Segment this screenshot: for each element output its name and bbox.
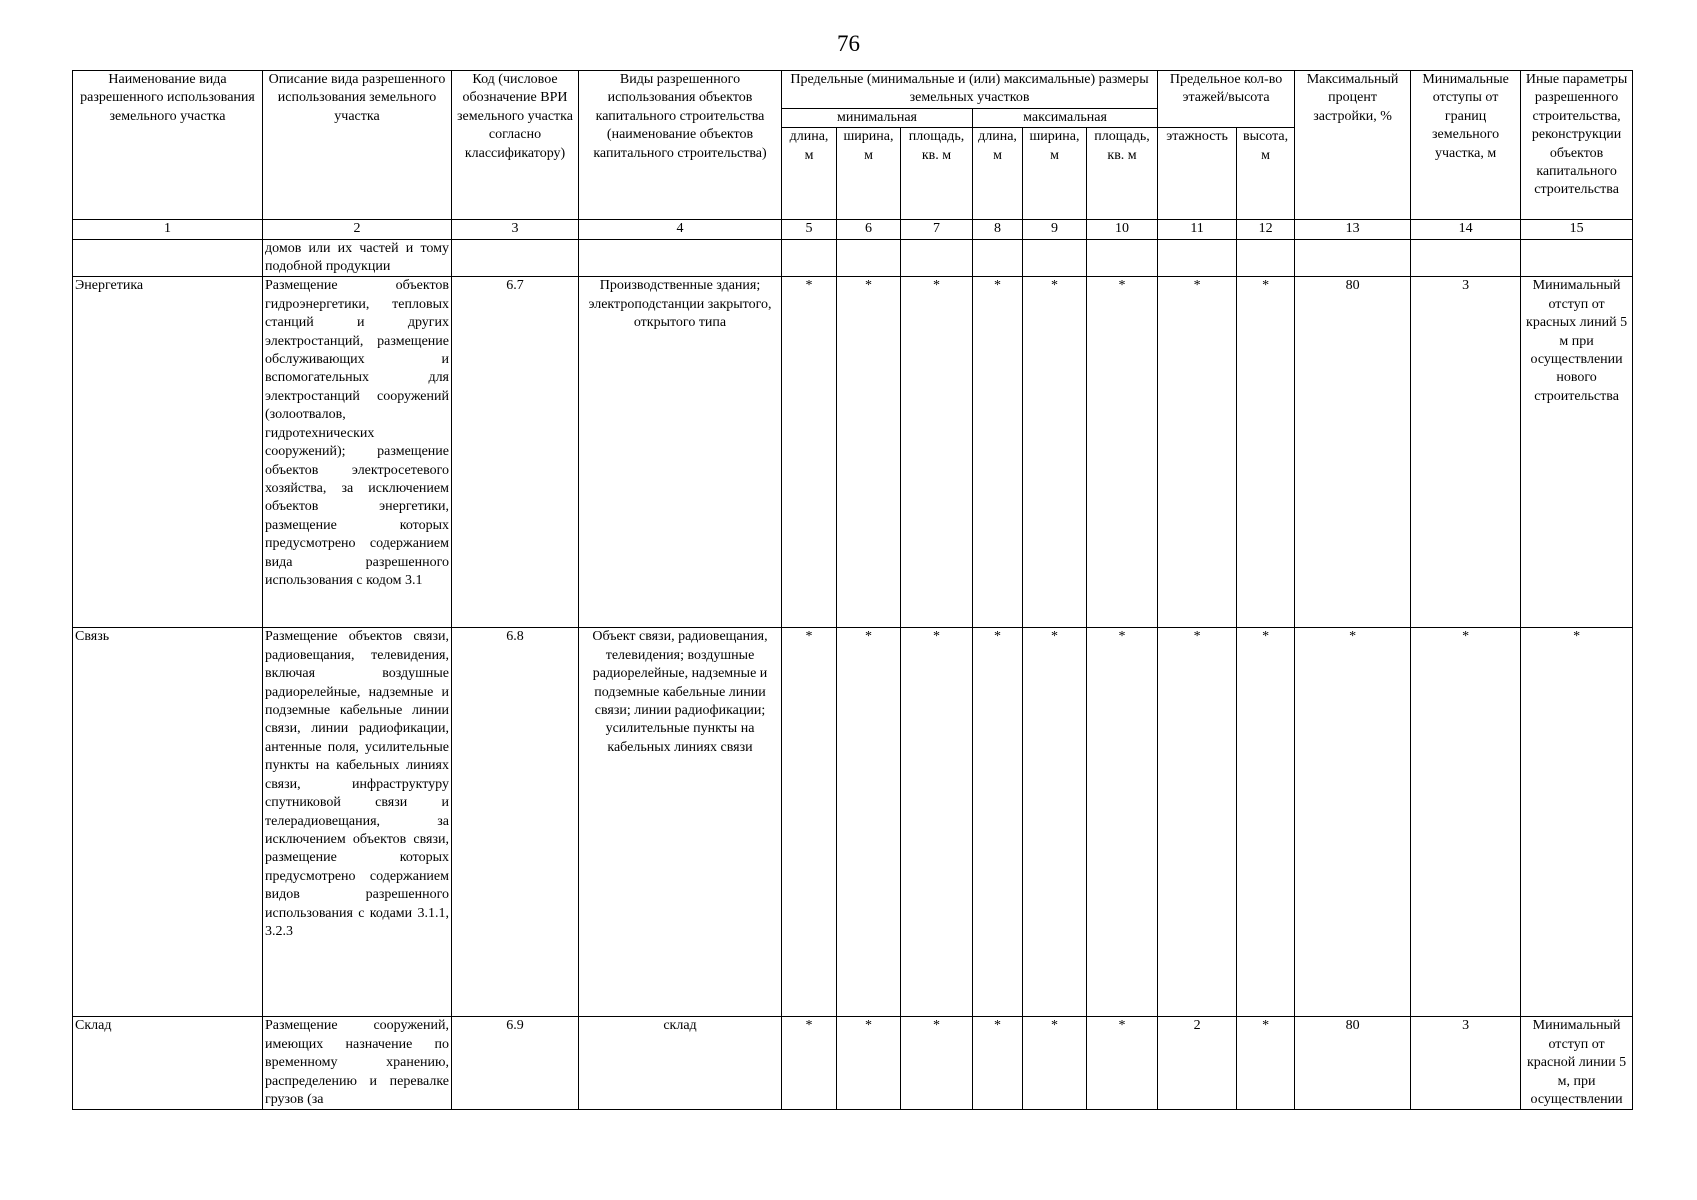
row-max-percent: 80	[1295, 277, 1411, 628]
row-setback	[1411, 239, 1521, 277]
row-max-area	[1087, 239, 1158, 277]
table-row	[73, 239, 1633, 277]
row-min-length	[782, 239, 837, 277]
column-number: 5	[782, 220, 837, 239]
land-use-regulations-table	[72, 70, 1633, 1110]
row-floors: *	[1158, 277, 1237, 628]
row-max-percent: *	[1295, 628, 1411, 1017]
row-name: Склад	[73, 1017, 263, 1110]
row-min-area: *	[901, 1017, 973, 1110]
row-name	[73, 239, 263, 277]
column-number: 3	[452, 220, 579, 239]
row-construction	[579, 239, 782, 277]
row-construction: Объект связи, радиовещания, телевидения; воздушные радиорелейные, надземные и подземные кабельные линии связи; линии радиофикации; усилительные пункты на кабельных линиях связи	[579, 628, 782, 1017]
row-min-length: *	[782, 628, 837, 1017]
column-number: 6	[837, 220, 901, 239]
header-code: Код (числовое обозначение ВРИ земельного участка согласно классификатору)	[452, 71, 579, 220]
column-number: 14	[1411, 220, 1521, 239]
row-min-width: *	[837, 1017, 901, 1110]
table-row	[73, 277, 1633, 628]
column-number: 7	[901, 220, 973, 239]
row-setback: 3	[1411, 277, 1521, 628]
row-floors: 2	[1158, 1017, 1237, 1110]
row-code: 6.7	[452, 277, 579, 628]
row-other	[1521, 239, 1633, 277]
row-other: *	[1521, 628, 1633, 1017]
page-number: 76	[837, 31, 860, 56]
header-max: максимальная	[973, 108, 1158, 127]
row-setback: *	[1411, 628, 1521, 1017]
column-number: 10	[1087, 220, 1158, 239]
header-description: Описание вида разрешенного использования земельного участка	[263, 71, 452, 220]
row-max-width: *	[1023, 277, 1087, 628]
column-number: 1	[73, 220, 263, 239]
row-other: Минимальный отступ от красной линии 5 м, при осуществлении	[1521, 1017, 1633, 1110]
header-plot-size-limits: Предельные (минимальные и (или) максимальные) размеры земельных участков	[782, 71, 1158, 109]
column-number: 4	[579, 220, 782, 239]
row-min-area: *	[901, 277, 973, 628]
table-row	[73, 628, 1633, 1017]
row-height: *	[1237, 1017, 1295, 1110]
column-number: 12	[1237, 220, 1295, 239]
column-number: 8	[973, 220, 1023, 239]
row-max-length: *	[973, 628, 1023, 1017]
header-height: высота, м	[1237, 128, 1295, 220]
header-min-area: площадь, кв. м	[901, 128, 973, 220]
row-other: Минимальный отступ от красных линий 5 м при осуществлении нового строительства	[1521, 277, 1633, 628]
header-max-area: площадь, кв. м	[1087, 128, 1158, 220]
row-min-width: *	[837, 277, 901, 628]
row-floors: *	[1158, 628, 1237, 1017]
column-number: 13	[1295, 220, 1411, 239]
row-max-width: *	[1023, 1017, 1087, 1110]
row-max-area: *	[1087, 628, 1158, 1017]
header-min-length: длина, м	[782, 128, 837, 220]
row-height: *	[1237, 277, 1295, 628]
row-min-width: *	[837, 628, 901, 1017]
row-max-length: *	[973, 277, 1023, 628]
header-max-percent: Максимальный процент застройки, %	[1295, 71, 1411, 220]
row-name: Связь	[73, 628, 263, 1017]
column-number-row	[73, 220, 1633, 239]
header-construction-types: Виды разрешенного использования объектов капитального строительства (наименование объектов капитального строительства)	[579, 71, 782, 220]
row-max-length	[973, 239, 1023, 277]
header-other-params: Иные параметры разрешенного строительства, реконструкции объектов капитального строительства	[1521, 71, 1633, 220]
header-floors: этажность	[1158, 128, 1237, 220]
row-description: домов или их частей и тому подобной продукции	[263, 239, 452, 277]
header-max-length: длина, м	[973, 128, 1023, 220]
row-max-percent: 80	[1295, 1017, 1411, 1110]
header-floors-height: Предельное кол-во этажей/высота	[1158, 71, 1295, 128]
row-description: Размещение объектов гидроэнергетики, тепловых станций и других электростанций, размещение обслуживающих и вспомогательных для электростанций сооружений (золоотвалов, гидротехнических сооружений); размещение объектов электросетевого хозяйства, за исключением объектов энергетики, размещение которых предусмотрено содержанием вида разрешенного использования с кодом 3.1	[263, 277, 452, 628]
row-max-area: *	[1087, 277, 1158, 628]
row-min-length: *	[782, 277, 837, 628]
row-min-length: *	[782, 1017, 837, 1110]
header-name: Наименование вида разрешенного использования земельного участка	[73, 71, 263, 220]
row-code: 6.8	[452, 628, 579, 1017]
row-height	[1237, 239, 1295, 277]
row-min-area: *	[901, 628, 973, 1017]
row-name: Энергетика	[73, 277, 263, 628]
row-code: 6.9	[452, 1017, 579, 1110]
column-number: 2	[263, 220, 452, 239]
table-row	[73, 1017, 1633, 1110]
row-construction: склад	[579, 1017, 782, 1110]
row-construction: Производственные здания; электроподстанции закрытого, открытого типа	[579, 277, 782, 628]
row-code	[452, 239, 579, 277]
column-number: 9	[1023, 220, 1087, 239]
header-min-width: ширина, м	[837, 128, 901, 220]
row-max-width	[1023, 239, 1087, 277]
row-max-percent	[1295, 239, 1411, 277]
column-number: 15	[1521, 220, 1633, 239]
row-floors	[1158, 239, 1237, 277]
header-min-setbacks: Минимальные отступы от границ земельного участка, м	[1411, 71, 1521, 220]
row-max-area: *	[1087, 1017, 1158, 1110]
row-min-area	[901, 239, 973, 277]
row-setback: 3	[1411, 1017, 1521, 1110]
row-max-length: *	[973, 1017, 1023, 1110]
column-number: 11	[1158, 220, 1237, 239]
row-description: Размещение объектов связи, радиовещания, телевидения, включая воздушные радиорелейные, надземные и подземные кабельные линии связи, линии радиофикации, антенные поля, усилительные пункты на кабельных линиях связи, инфраструктуру спутниковой связи и телерадиовещания, за исключением объектов связи, размещение которых предусмотрено содержанием видов разрешенного использования с кодами 3.1.1, 3.2.3	[263, 628, 452, 1017]
row-min-width	[837, 239, 901, 277]
row-description: Размещение сооружений, имеющих назначение по временному хранению, распределению и перевалке грузов (за	[263, 1017, 452, 1110]
header-max-width: ширина, м	[1023, 128, 1087, 220]
header-min: минимальная	[782, 108, 973, 127]
row-max-width: *	[1023, 628, 1087, 1017]
row-height: *	[1237, 628, 1295, 1017]
